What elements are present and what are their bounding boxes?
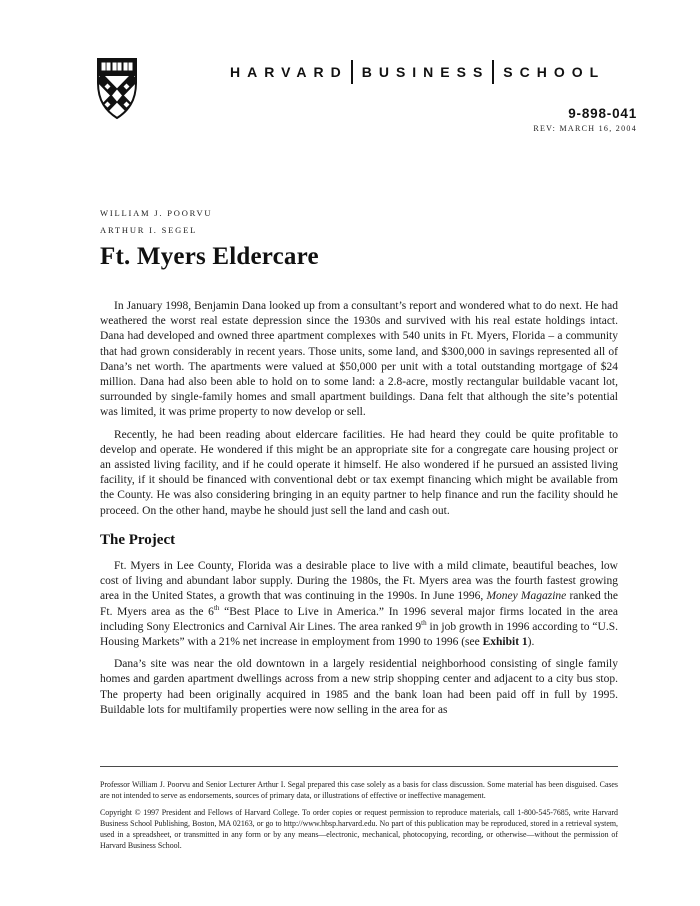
paragraph-text: in job growth in 1996 according to “U.S. Housing Markets” with a 21% net increase in employment from 1990 to 1996 (see	[100, 620, 618, 649]
wordmark-divider	[351, 60, 353, 84]
footer	[100, 766, 618, 851]
hbs-shield-icon	[95, 57, 139, 121]
paragraph-text: ).	[527, 636, 535, 649]
intro-paragraph-1: In January 1998, Benjamin Dana looked up from a consultant’s report and wondered what to do next. He had weathered the worst real estate depression since the 1930s and survived with his real estate holdings intact. Dana had developed and owned three apartment complexes with 540 units in Ft. Myers, Florida – a community that had grown considerably in recent years. Those units, some land, and $300,000 in savings represented all of Dana’s net worth. The apartments were valued at $50,000 per unit with a total outstanding mortgage of $24 million. Dana had also been able to hold on to some land: a 2.8-acre, mostly rectangular buildable vacant lot, surrounded by single-family homes and small apartment buildings. Dana felt that although the site’s potential was limited, it was prime property to now develop or sell.	[100, 300, 618, 419]
ordinal-superscript: th	[213, 603, 220, 612]
project-paragraph-2: Dana’s site was near the old downtown in a largely residential neighborhood consisting of single family homes and garden apartment dwellings across from a new strip shopping center and adjacent to a city bus stop. The property had been originally acquired in 1985 and the bank loan had been paid off in full by 1995. Buildable lots for multifamily properties were now selling in the area for as	[100, 658, 618, 716]
section-heading-the-project: The Project	[100, 531, 176, 548]
page-title: Ft. Myers Eldercare	[100, 243, 319, 270]
footer-divider	[100, 766, 618, 767]
wordmark-business: BUSINESS	[361, 63, 490, 80]
wordmark-divider	[492, 60, 494, 84]
author-name: WILLIAM J. POORVU	[100, 208, 213, 218]
wordmark-school: SCHOOL	[503, 63, 606, 80]
author-name: ARTHUR I. SEGEL	[100, 225, 198, 235]
paragraph-text: Ft. Myers in Lee County, Florida was a desirable place to live with a mild climate, beautiful beaches, low cost of living and abundant labor supply. During the 1980s, the Ft. Myers area was the fourth fastest growing area in the United States, a growth that was continuing in the 1990s. In June 1996,	[100, 560, 618, 603]
paragraph-text: “Best Place to Live in America.” In 1996 several major firms located in the area including Sony Electronics and Carnival Air Lines. The area ranked 9	[100, 605, 618, 633]
footnote-copyright: Copyright © 1997 President and Fellows of Harvard College. To order copies or request permission to reproduce materials, call 1-800-545-7685, write Harvard Business School Publishing, Boston, MA 02163, or go to http://www.hbsp.harvard.edu. No part of this publication may be reproduced, stored in a retrieval system, used in a spreadsheet, or transmitted in any form or by any means—electronic, mechanical, photocopying, recording, or otherwise—without the permission of Harvard Business School.	[100, 808, 618, 850]
exhibit-reference: Exhibit 1	[482, 636, 528, 649]
magazine-name-italic: Money Magazine	[486, 590, 567, 603]
footnote-attribution: Professor William J. Poorvu and Senior Lecturer Arthur I. Segal prepared this case solely as a basis for class discussion. Some material has been disguised. Cases are not intended to serve as endorsements, sources of primary data, or illustrations of effective or ineffective management.	[100, 780, 618, 800]
wordmark-harvard: HARVARD	[230, 63, 348, 80]
case-id-block	[533, 106, 637, 133]
case-number: 9-898-041	[568, 106, 637, 121]
hbs-wordmark	[230, 58, 605, 85]
revision-date: REV: MARCH 16, 2004	[533, 124, 637, 133]
ordinal-superscript: th	[421, 619, 427, 628]
author-byline	[100, 205, 212, 239]
document-body	[100, 299, 618, 718]
intro-paragraph-2: Recently, he had been reading about eldercare facilities. He had heard they could be quite profitable to develop and operate. He wondered if this might be an appropriate site for a congregate care housing project or an assisted living facility, and if he could operate it himself. He also wondered if he pursued an assisted living facility, if it should be financed with conventional debt or tax exempt financing which might be available from the County. He was also considering bringing in an equity partner to help finance and run the facility should he proceed. On the other hand, maybe he should just sell the land and cash out.	[100, 428, 618, 517]
project-paragraph-1	[100, 559, 618, 650]
paragraph-text: ranked the Ft. Myers area as the 6	[100, 590, 618, 618]
